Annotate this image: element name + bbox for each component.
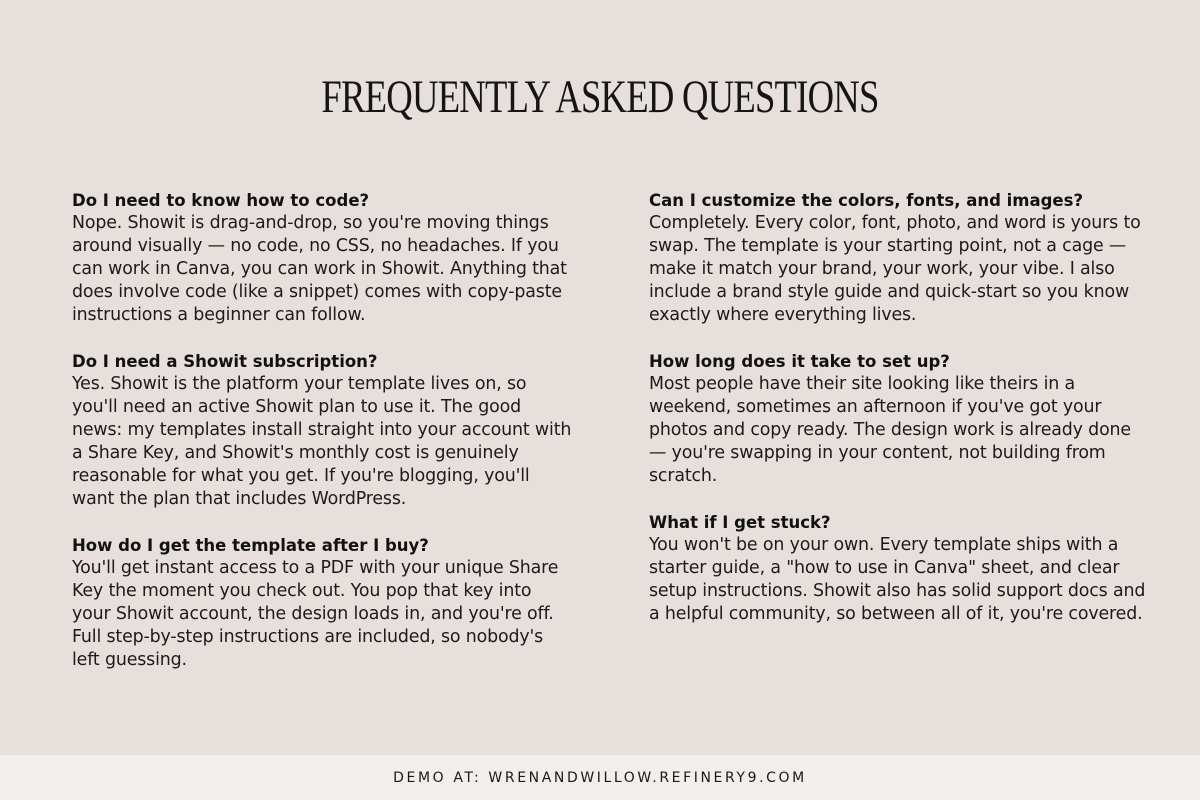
faq-question: Do I need a Showit subscription? <box>72 352 378 371</box>
faq-question: How do I get the template after I buy? <box>72 536 429 555</box>
page-title: FREQUENTLY ASKED QUESTIONS <box>321 71 879 123</box>
faq-question: Do I need to know how to code? <box>72 191 370 210</box>
faq-item-stuck <box>649 511 1149 626</box>
footer-bar <box>0 755 1200 800</box>
faq-answer: You'll get instant access to a PDF with your unique Share Key the moment you check out. You pop that key into your Showit account, the design loads in, and you're off. Full step-by-step instructions are included, so nobody's left guessing. <box>72 558 559 670</box>
faq-item-subscription <box>72 350 572 511</box>
faq-column-left <box>72 189 572 695</box>
faq-item-setup-time <box>649 350 1149 488</box>
faq-answer: Most people have their site looking like theirs in a weekend, sometimes an afternoon if you've got your photos and copy ready. The design work is already done — you're swapping in your content, not building from scratch. <box>649 374 1131 486</box>
faq-item-customize <box>649 189 1149 327</box>
faq-item-delivery <box>72 534 572 672</box>
faq-answer: You won't be on your own. Every template ships with a starter guide, a "how to use in Canva" sheet, and clear setup instructions. Showit also has solid support docs and a helpful community, so between all of it, you're covered. <box>649 535 1146 624</box>
faq-answer: Completely. Every color, font, photo, and word is yours to swap. The template is your starting point, not a cage — make it match your brand, your work, your vibe. I also include a brand style guide and quick-start so you know exactly where everything lives. <box>649 213 1141 325</box>
faq-question: Can I customize the colors, fonts, and images? <box>649 191 1084 210</box>
faq-answer: Nope. Showit is drag-and-drop, so you're moving things around visually — no code, no CSS, no headaches. If you can work in Canva, you can work in Showit. Anything that does involve code (like a snippet) comes with copy-paste instructions a beginner can follow. <box>72 213 567 325</box>
faq-answer: Yes. Showit is the platform your template lives on, so you'll need an active Showit plan to use it. The good news: my templates install straight into your account with a Share Key, and Showit's monthly cost is genuinely reasonable for what you get. If you're blogging, you'll want the plan that includes WordPress. <box>72 374 572 509</box>
faq-item-code <box>72 189 572 327</box>
faq-question: What if I get stuck? <box>649 513 831 532</box>
faq-question: How long does it take to set up? <box>649 352 950 371</box>
demo-link-text: DEMO AT: WRENANDWILLOW.REFINERY9.COM <box>393 769 807 786</box>
faq-column-right <box>649 189 1149 649</box>
